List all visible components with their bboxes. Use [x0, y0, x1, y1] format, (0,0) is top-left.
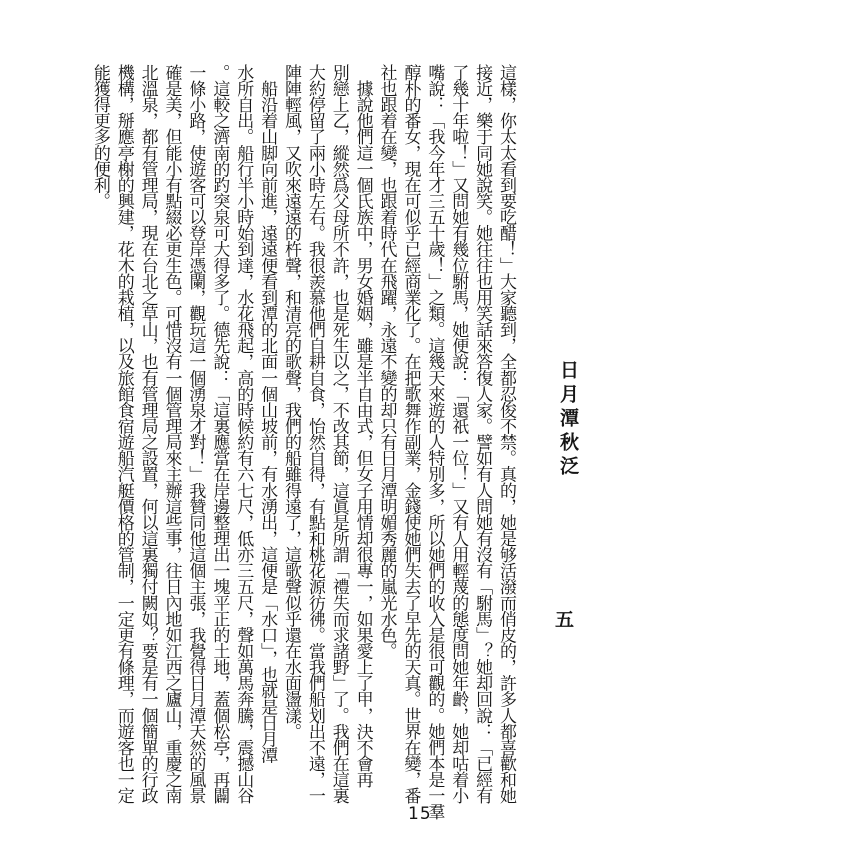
running-header-title: 日月潭秋泛	[557, 360, 579, 480]
text-column-3: 了幾十年啦！」又問她有幾位駙馬，她便說：「還祇一位！」又有人用輕蔑的態度問她年齡，她却咕着小	[448, 64, 469, 804]
text-column-18: 能獲得更多的便利。	[89, 64, 110, 209]
text-column-16: 北溫泉，都有管理局，現在台北之草山，也有管理局之設置，何以這裏獨付闕如？要是有一個簡單的行政	[137, 64, 158, 804]
text-column-12: 水所自出。船行半小時始到達，水花飛起，高的時候約有六七尺，低亦三五尺，聲如萬馬奔騰，震撼山谷	[233, 64, 254, 804]
text-column-14: 一條小路，使遊客可以登岸憑闌，觀玩這一個湧泉才對！」我贊同他這個主張，我覺得日月潭天然的風景	[185, 64, 206, 804]
text-column-1: 這樣，你太太看到要吃醋！」大家聽到，全都忍俊不禁。真的，她是够活潑而俏皮的，許多人都喜歡和她	[496, 64, 516, 804]
text-column-4: 嘴說：「我今年才三五十歲！」之類。這幾天來遊的人特別多，所以她們的收入是很可觀的。她們本是一羣	[424, 64, 445, 820]
text-column-8: 別戀上乙，縱然爲父母所不許，也是死生以之，不改其節，這眞是所謂「禮失而求諸野」了。我們在這裏	[328, 64, 349, 804]
text-column-11: 船沿着山脚向前進，遠遠便看到潭的北面一個山坡前，有水湧出，這便是「水口」，也就是日月潭	[257, 64, 278, 763]
running-header-folio: 五	[555, 609, 575, 631]
text-column-5: 醇朴的番女，現在可似乎已經商業化了。在把歌舞作副業，金錢使她們失去了早先的天真。世界在變，番	[400, 64, 421, 804]
page-number: 15	[408, 804, 432, 824]
text-column-17: 機構，掰應亭榭的興建，花木的栽植，以及旅館食宿遊船汽艇價格的管制，一定更有條理，而遊客也一定	[113, 64, 134, 804]
text-column-7: 據說他們這一個氏族中，男女婚姻，雖是半自由式，但女子用情却很專一，如果愛上了甲，決不會再	[352, 64, 373, 788]
text-column-6: 社也跟着在變，也跟着時代在飛躍，永遠不變的却只有日月潭明媚秀麗的嵐光水色。	[376, 64, 397, 659]
text-column-2: 接近，樂于同她說笑。她往往也用笑話來答復人家。譬如有人問她有沒有「駙馬」？她却回說：「已經有	[472, 64, 493, 804]
text-column-9: 大約停留了兩小時左右。我很羨慕他們自耕自食，怡然自得，有點和桃花源彷彿。當我們船划出不遠，一	[304, 64, 325, 804]
text-column-15: 確是美，但能小有點綴必更生色。可惜沒有一個管理局來主辦這些事，往日內地如江西之廬山，重慶之南	[161, 64, 182, 804]
text-column-10: 陣陣輕風，又吹來遠遠的杵聲，和清亮的歌聲，我們的船雖得遠了，這歌聲似乎還在水面盪漾。	[280, 64, 301, 739]
text-column-13: 。這較之濟南的趵突泉可大得多了。德先說：「這裏應當在岸邊整理出一塊平正的土地，蓋個松亭，再闢	[209, 64, 230, 804]
